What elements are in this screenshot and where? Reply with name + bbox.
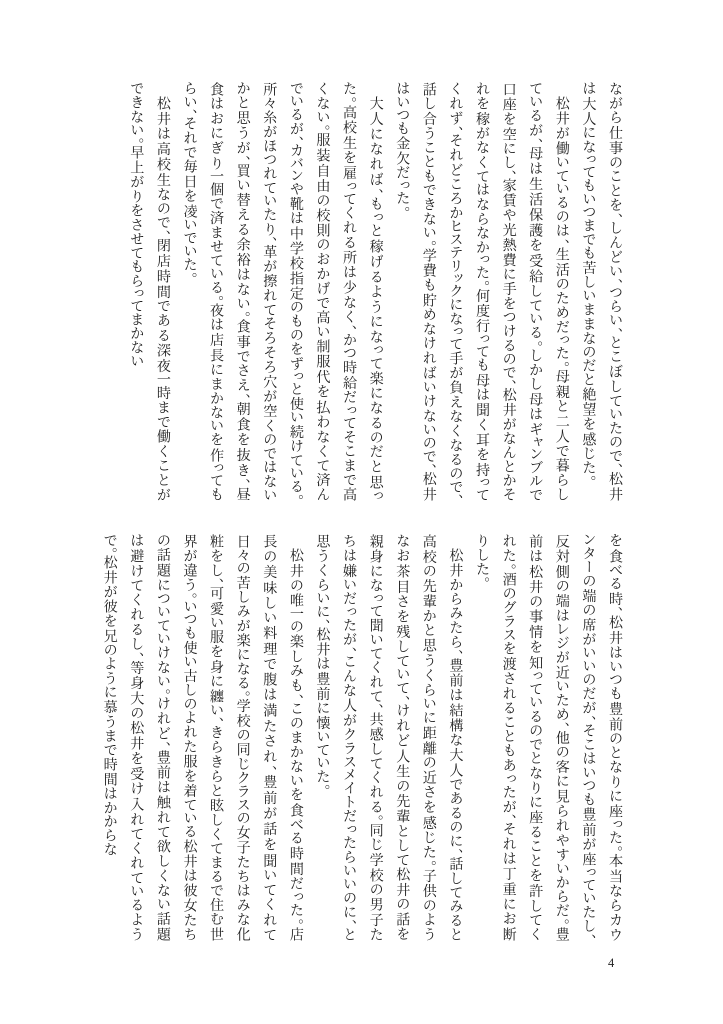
page-number: 4 xyxy=(608,956,615,970)
text-block-upper xyxy=(103,82,628,502)
paragraph: 松井の唯一の楽しみも、このまかないを食べる時間だった。店長の美味しい料理で腹は満たされ、豊前が話を聞いてくれて日々の苦しみが楽になる。学校の同じクラスの女子たちはみな化粧をし、可愛い服を身に纏い、きらきらと眩しくてまるで住む世界が違う。いつも使い古しのよれた服を着ている松井は彼女たちの話題についていけない。けれど、豊前は触れて欲しくない話題は避けてくれるし、等身大の松井を受け入れてくれているようで。松井が彼を兄のように慕うまで時間はかからな xyxy=(101,534,304,942)
paragraph: ながら仕事のことを、しんどい、つらい、とこぼしていたので、松井は大人になってもいつまでも苦しいままなのだと絶望を感じた。 xyxy=(580,82,623,502)
paragraph: 松井からみたら、豊前は結構な大人であるのに、話してみると高校の先輩かと思うくらいに距離の近さを感じた。子供のようなお茶目さを残していて、けれど人生の先輩として松井の話を親身になって聞いてくれて、共感してくれる。同じ学校の男子たちは嫌いだったが、こんな人がクラスメイトだったらいいのに、と思うくらいに、松井は豊前に懐いていた。 xyxy=(314,534,464,942)
paragraph: 松井は高校生なので、閉店時間である深夜一時まで働くことができない。早上がりをさせてもらってまかない xyxy=(128,82,171,502)
paragraph: 松井が働いているのは、生活のためだった。母親と二人で暮らしているが、母は生活保護を受給している。しかし母はギャンブルで口座を空にし、家賃や光熱費に手をつけるので、松井がなんとかそれを稼がなくてはならなかった。何度行っても母は聞く耳を持ってくれず、それどころかヒステリックになって手が負えなくなるので、話し合うこともできない。学費も貯めなければいけないので、松井はいつも金欠だった。 xyxy=(394,82,570,502)
paragraph: 大人になれば、もっと稼げるようになって楽になるのだと思った。高校生を雇ってくれる所は少なく、かつ時給だってそこまで高くない。服装自由の校則のおかげで高い制服代を払わなくて済んでいるが、カバンや靴は中学校指定のものをずっと使い続けている。所々糸がほつれていたり、革が擦れてそろそろ穴が空くのではないかと思うが、買い替える余裕はない。食事でさえ、朝食を抜き、昼食はおにぎり一個で済ませている。夜は店長にまかないを作ってもらい、それで毎日を凌いでいた。 xyxy=(181,82,384,502)
text-block-lower xyxy=(103,534,628,942)
paragraph: を食べる時、松井はいつも豊前のとなりに座った。本当ならカウンターの端の席がいいのだが、そこはいつも豊前が座っていたし、反対側の端はレジが近いため、他の客に見られやすいからだ。豊前は松井の事情を知っているのでとなりに座ることを許してくれた。酒のグラスを渡されることもあったが、それは丁重にお断りした。 xyxy=(474,534,623,942)
